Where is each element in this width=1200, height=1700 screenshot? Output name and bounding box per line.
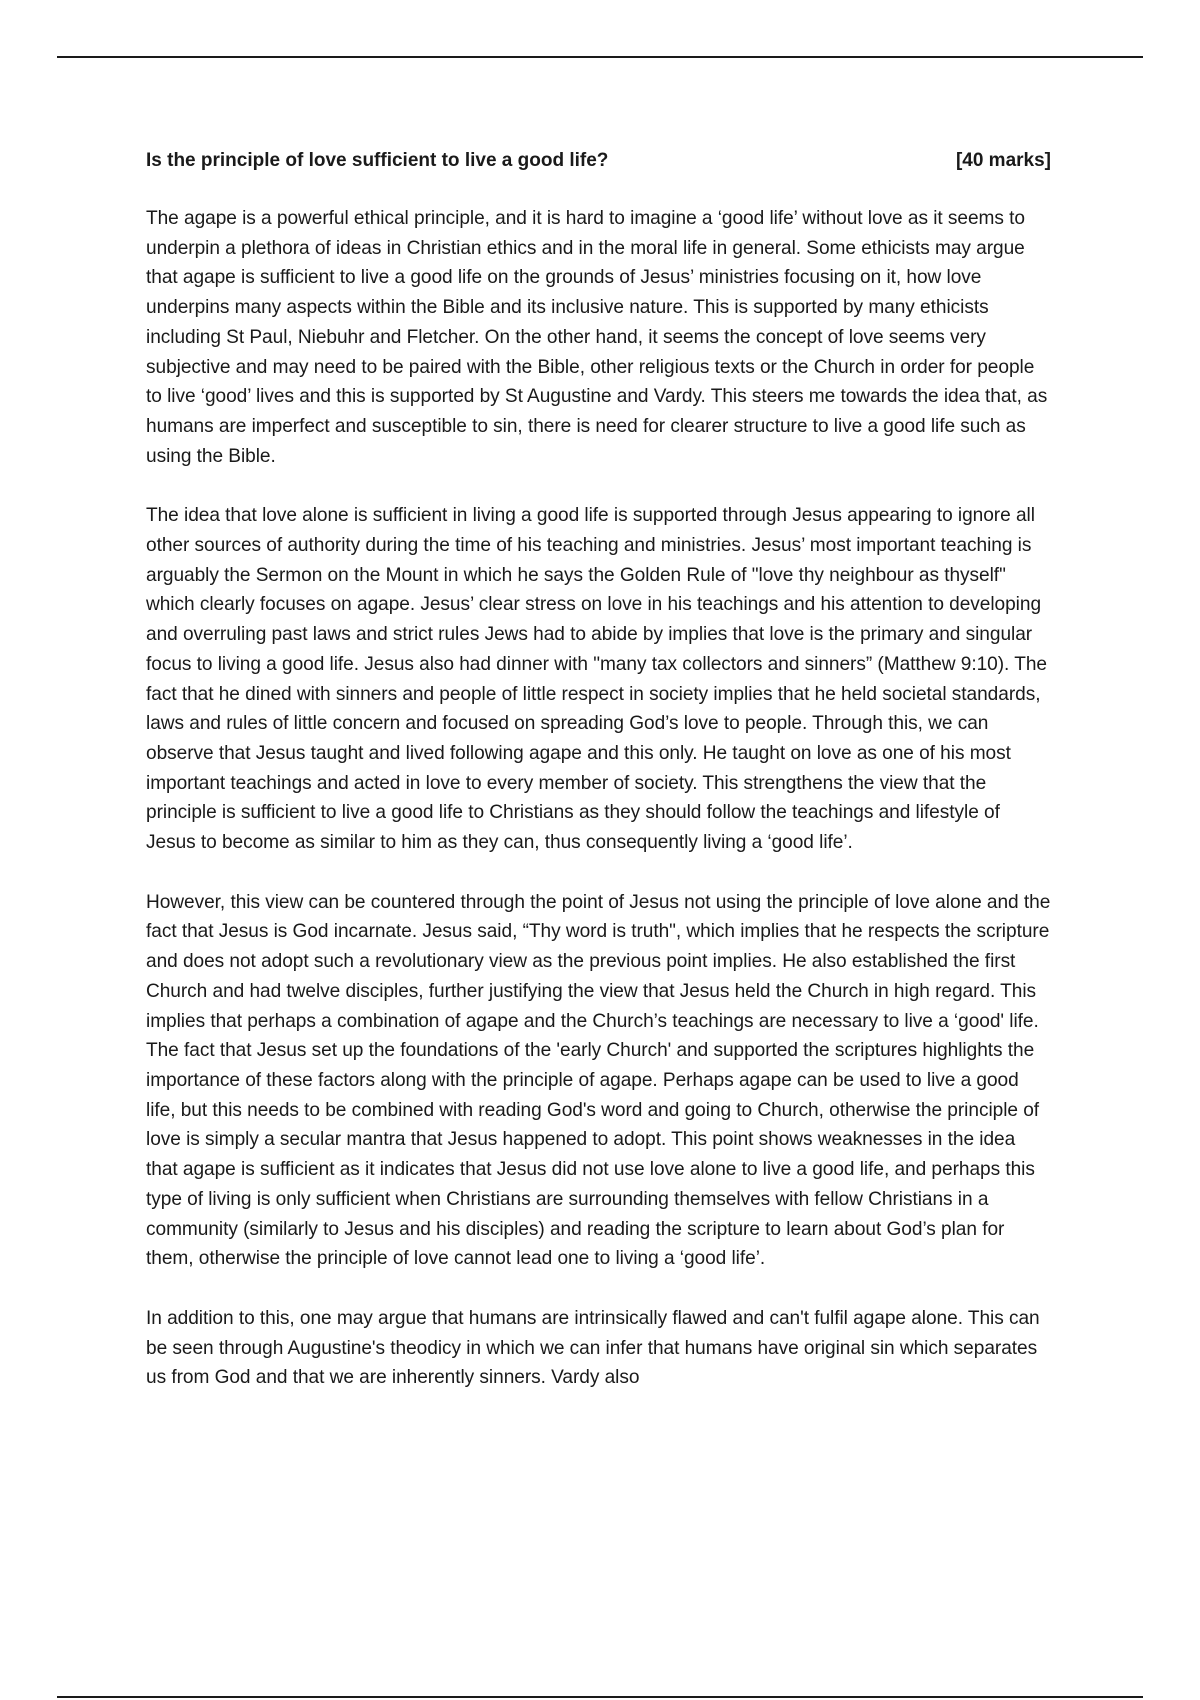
paragraph-intro: The agape is a powerful ethical principle, and it is hard to imagine a ‘good life’ without love as it seems to underpin a plethora of ideas in Christian ethics and in the moral life in general. Some ethicists may argue that agape is sufficient to live a good life on the grounds of Jesus’ ministries focusing on it, how love underpins many aspects within the Bible and its inclusive nature. This is supported by many ethicists including St Paul, Niebuhr and Fletcher. On the other hand, it seems the concept of love seems very subjective and may need to be paired with the Bible, other religious texts or the Church in order for people to live ‘good’ lives and this is supported by St Augustine and Vardy. This steers me towards the idea that, as humans are imperfect and susceptible to sin, there is need for clearer structure to live a good life such as using the Bible. xyxy=(146,208,1048,467)
marks-label: [40 marks] xyxy=(955,150,1051,171)
document-page xyxy=(146,146,1051,1423)
question-title: Is the principle of love sufficient to live a good life? xyxy=(146,150,609,171)
question-heading xyxy=(146,146,1051,176)
paragraph-jesus-love: The idea that love alone is sufficient in living a good life is supported through Jesus appearing to ignore all other sources of authority during the time of his teaching and ministries. Jesus’ most important teaching is arguably the Sermon on the Mount in which he says the Golden Rule of "love thy neighbour as thyself" which clearly focuses on agape. Jesus’ clear stress on love in his teachings and his attention to developing and overruling past laws and strict rules Jews had to abide by implies that love is the primary and singular focus to living a good life. Jesus also had dinner with "many tax collectors and sinners” (Matthew 9:10). The fact that he dined with sinners and people of little respect in society implies that he held societal standards, laws and rules of little concern and focused on spreading God’s love to people. Through this, we can observe that Jesus taught and lived following agape and this only. He taught on love as one of his most important teachings and acted in love to every member of society. This strengthens the view that the principle is sufficient to live a good life to Christians as they should follow the teachings and lifestyle of Jesus to become as similar to him as they can, thus consequently living a ‘good life’. xyxy=(146,505,1047,854)
paragraph-counter-argument: However, this view can be countered through the point of Jesus not using the principle of love alone and the fact that Jesus is God incarnate. Jesus said, “Thy word is truth", which implies that he respects the scripture and does not adopt such a revolutionary view as the previous point implies. He also established the first Church and had twelve disciples, further justifying the view that Jesus held the Church in high regard. This implies that perhaps a combination of agape and the Church’s teachings are necessary to live a ‘good' life. The fact that Jesus set up the foundations of the 'early Church' and supported the scriptures highlights the importance of these factors along with the principle of agape. Perhaps agape can be used to live a good life, but this needs to be combined with reading God's word and going to Church, otherwise the principle of love is simply a secular mantra that Jesus happened to adopt. This point shows weaknesses in the idea that agape is sufficient as it indicates that Jesus did not use love alone to live a good life, and perhaps this type of living is only sufficient when Christians are surrounding themselves with fellow Christians in a community (similarly to Jesus and his disciples) and reading the scripture to learn about God’s plan for them, otherwise the principle of love cannot lead one to living a ‘good life’. xyxy=(146,891,1051,1270)
top-rule xyxy=(57,56,1143,58)
paragraph-human-flaws: In addition to this, one may argue that humans are intrinsically flawed and can't fulfil agape alone. This can be seen through Augustine's theodicy in which we can infer that humans have original sin which separates us from God and that we are inherently sinners. Vardy also xyxy=(146,1307,1040,1389)
bottom-rule xyxy=(57,1696,1143,1698)
